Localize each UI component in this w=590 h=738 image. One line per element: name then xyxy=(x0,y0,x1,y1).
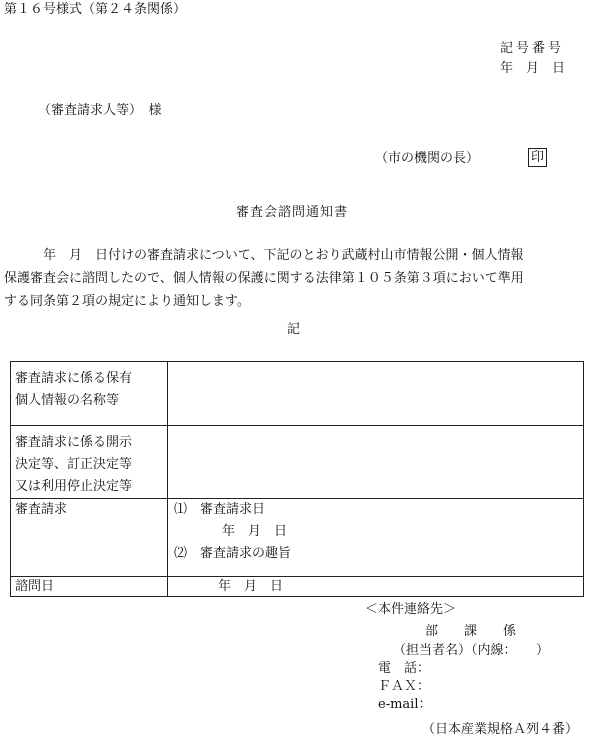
document-title: 審査会諮問通知書 xyxy=(236,205,349,220)
paper-size-note: （日本産業規格Ａ列４番） xyxy=(422,722,579,737)
seal-stamp: 印 xyxy=(528,148,547,167)
row-value-retained-info xyxy=(168,362,584,426)
request-date-item: ⑴ 審査請求日 xyxy=(174,502,266,517)
contact-email: e-mail： xyxy=(378,697,432,712)
request-purpose-item: ⑵ 審査請求の趣旨 xyxy=(174,546,292,561)
body-line: 保護審査会に諮問したので、個人情報の保護に関する法律第１０５条第３項において準用 xyxy=(4,271,524,286)
addressee: （審査請求人等） 様 xyxy=(38,103,162,118)
label-line: 決定等、訂正決定等 xyxy=(15,457,133,472)
label-line: 個人情報の名称等 xyxy=(15,393,120,408)
table-row xyxy=(11,362,584,426)
body-text xyxy=(4,244,588,313)
row-label-retained-info xyxy=(11,362,168,426)
table-row xyxy=(11,577,584,597)
ki-heading: 記 xyxy=(287,322,301,337)
table-row xyxy=(11,499,584,577)
label-line: 審査請求に係る保有 xyxy=(15,371,133,386)
label-line: 又は利用停止決定等 xyxy=(15,479,133,494)
info-table xyxy=(10,361,584,597)
record-number: 記号番号 xyxy=(500,41,565,56)
label-line: 審査請求に係る開示 xyxy=(15,435,133,450)
table-row xyxy=(11,426,584,499)
row-label-decision xyxy=(11,426,168,499)
row-value-decision xyxy=(168,426,584,499)
contact-header: ＜本件連絡先＞ xyxy=(365,602,457,617)
body-line: 年 月 日付けの審査請求について、下記のとおり武蔵村山市情報公開・個人情報 xyxy=(4,248,524,263)
request-date-value: 年 月 日 xyxy=(222,524,288,539)
contact-department: 部 課 係 xyxy=(425,624,517,639)
sender-title: （市の機関の長） xyxy=(375,151,480,166)
record-date: 年 月 日 xyxy=(500,61,566,76)
contact-phone: 電 話： xyxy=(378,661,431,676)
form-number: 第１６号様式（第２４条関係） xyxy=(4,2,187,17)
row-label-consultation-date: 諮問日 xyxy=(11,577,168,597)
row-label-request: 審査請求 xyxy=(11,499,168,577)
row-value-consultation-date: 年 月 日 xyxy=(168,577,584,597)
contact-fax: ＦＡＸ： xyxy=(378,679,431,694)
row-value-request xyxy=(168,499,584,577)
contact-person: （担当者名）（内線： ） xyxy=(393,643,550,658)
body-line: する同条第２項の規定により通知します。 xyxy=(4,294,250,309)
